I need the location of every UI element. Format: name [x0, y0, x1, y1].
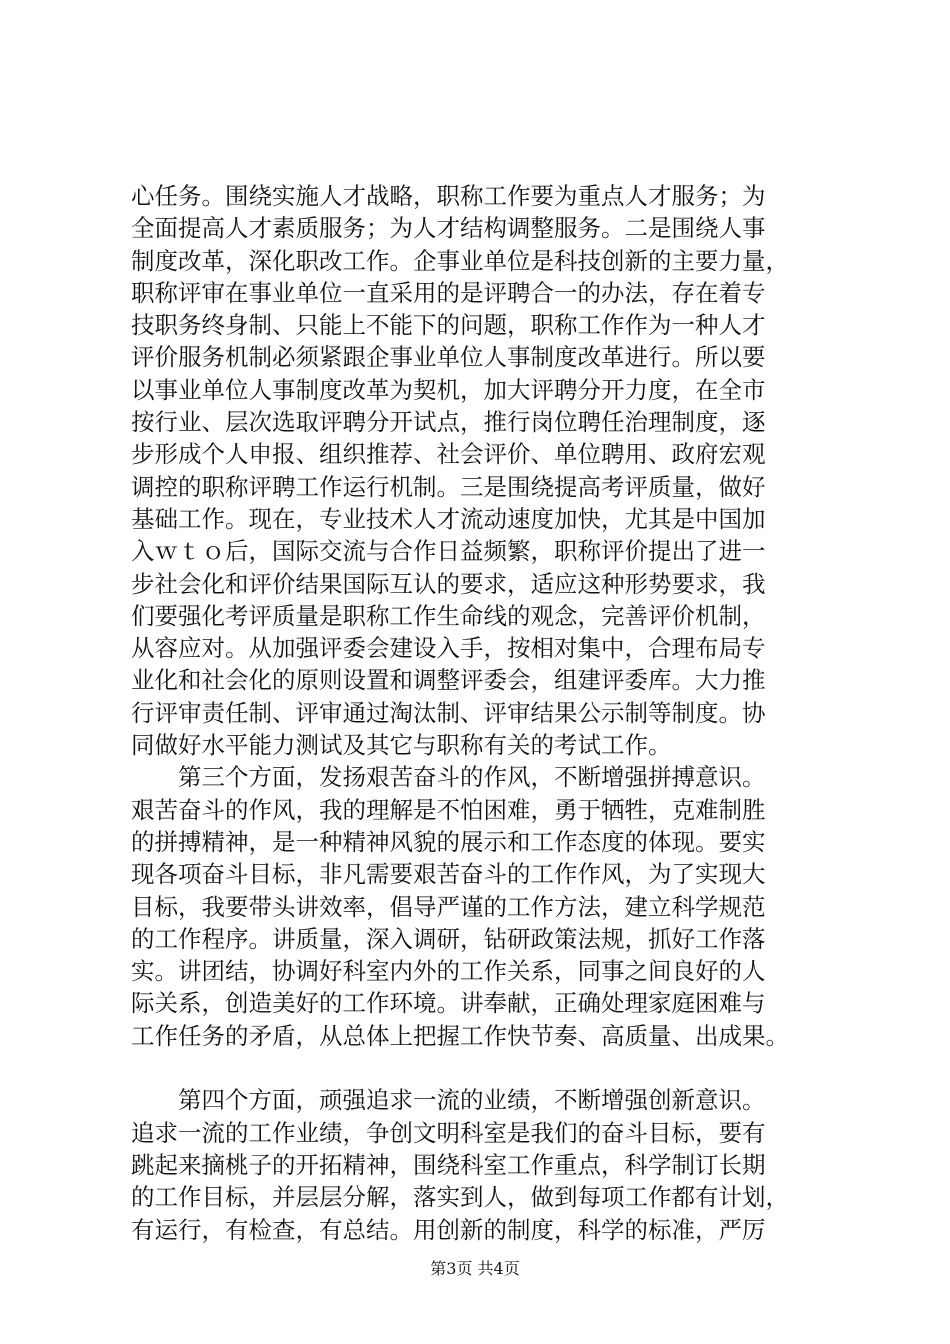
text-line: 制度改革，深化职改工作。企事业单位是科技创新的主要力量， — [131, 246, 789, 275]
text-line: 艰苦奋斗的作风，我的理解是不怕困难，勇于牺牲，克难制胜 — [131, 795, 766, 824]
text-line: 第四个方面，顽强追求一流的业绩，不断增强创新意识。 — [131, 1086, 766, 1115]
text-line: 心任务。围绕实施人才战略，职称工作要为重点人才服务；为 — [131, 182, 766, 210]
text-line: 跳起来摘桃子的开拓精神，围绕科室工作重点，科学制订长期 — [131, 1150, 766, 1179]
text-line: 全面提高人才素质服务；为人才结构调整服务。二是围绕人事 — [131, 214, 766, 243]
text-line: 有运行，有检查，有总结。用创新的制度，科学的标准，严厉 — [131, 1215, 766, 1244]
text-line: 职称评审在事业单位一直采用的是评聘合一的办法，存在着专 — [131, 278, 766, 307]
text-line: 现各项奋斗目标，非凡需要艰苦奋斗的工作作风，为了实现大 — [131, 860, 766, 889]
text-line: 按行业、层次选取评聘分开试点，推行岗位聘任治理制度，逐 — [131, 408, 766, 437]
text-line: 技职务终身制、只能上不能下的问题，职称工作作为一种人才 — [131, 311, 766, 340]
text-line: 评价服务机制必须紧跟企事业单位人事制度改革进行。所以要 — [131, 343, 766, 372]
page-footer: 第3页 共4页 — [430, 1259, 520, 1278]
blank-line — [131, 1052, 851, 1084]
text-line: 实。讲团结，协调好科室内外的工作关系，同事之间良好的人 — [131, 957, 766, 986]
text-line: 的拼搏精神，是一种精神风貌的展示和工作态度的体现。要实 — [131, 827, 766, 856]
text-line: 追求一流的工作业绩，争创文明科室是我们的奋斗目标，要有 — [131, 1118, 766, 1147]
body-text — [131, 180, 851, 1246]
text-line: 工作任务的矛盾，从总体上把握工作快节奏、高质量、出成果。 — [131, 1021, 789, 1050]
text-line: 第三个方面，发扬艰苦奋斗的作风，不断增强拼搏意识。 — [131, 763, 766, 792]
text-line: 以事业单位人事制度改革为契机，加大评聘分开力度，在全市 — [131, 375, 766, 404]
text-line: 调控的职称评聘工作运行机制。三是围绕提高考评质量，做好 — [131, 472, 766, 501]
text-line: 从容应对。从加强评委会建设入手，按相对集中，合理布局专 — [131, 634, 766, 663]
text-line: 行评审责任制、评审通过淘汰制、评审结果公示制等制度。协 — [131, 698, 766, 727]
text-line: 际关系，创造美好的工作环境。讲奉献，正确处理家庭困难与 — [131, 989, 766, 1018]
text-line: 的工作程序。讲质量，深入调研，钻研政策法规，抓好工作落 — [131, 924, 766, 953]
text-line: 步社会化和评价结果国际互认的要求，适应这种形势要求，我 — [131, 569, 766, 598]
text-line: 目标，我要带头讲效率，倡导严谨的工作方法，建立科学规范 — [131, 892, 766, 921]
text-line: 入ｗｔｏ后，国际交流与合作日益频繁，职称评价提出了进一 — [131, 537, 766, 566]
text-line: 的工作目标，并层层分解，落实到人，做到每项工作都有计划， — [131, 1183, 789, 1212]
text-line: 业化和社会化的原则设置和调整评委会，组建评委库。大力推 — [131, 666, 766, 695]
text-line: 们要强化考评质量是职称工作生命线的观念，完善评价机制， — [131, 601, 766, 630]
text-line: 基础工作。现在，专业技术人才流动速度加快，尤其是中国加 — [131, 504, 766, 533]
text-line: 步形成个人申报、组织推荐、社会评价、单位聘用、政府宏观 — [131, 440, 766, 469]
text-line: 同做好水平能力测试及其它与职称有关的考试工作。 — [131, 731, 672, 760]
